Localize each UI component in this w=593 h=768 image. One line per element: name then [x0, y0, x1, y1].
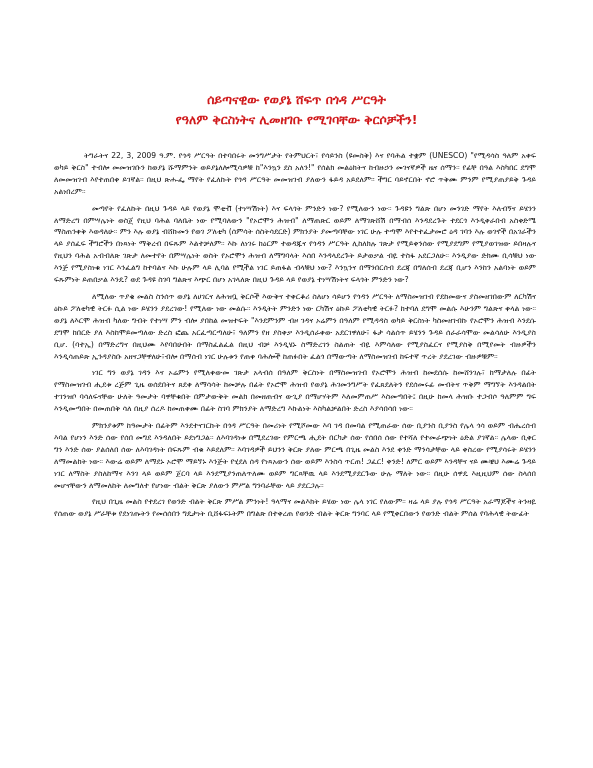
paragraph-4: ነገር ግን ወያኔ ገዳን እና ኦሬምን የሚለቀውመ ገጽታ አላብሰ በዓለም ቅርስነት በማስመዝገብ የኦሮሞን ሕዝብ ከመደሰሱ ከመሸንገሉ፣ ከማታለሉ በፊት የማስመዝገብ ሒደቱ ረጅም ጊዜ ወሰደበትና ጸደቀ ለማሳሳት ከመቻሉ በፊት የኦሮሞ ሕዝብ የወያኔ ሕገመንግሥት የፈጸደለትን የደሰመሩፊ መብትና ጥቅም ማግኘት እንዳልበት ተገንዝቦ ባሳለፍናቸው ሁለት ዓመታት ባዋቸቁበት በምታውቅት መልክ በመዘጠብና ውጊያ በማሆሃትም እለመምጠሥ እስመጣበት፤ በዚሁ ከመላ ሕዝቡ ተጋብሶ ዓለምም ግፍ እንዲመጣበት በመጠበቅ ሳለ በዚያ ሰረዶ ከመጠቀሙ በፊት ስገባ ምክንያት ለማድረግ እኩልነት እስካልቻልበት ድረስ እያሳበሳበ ነው።: [54, 368, 536, 414]
document-body: [54, 150, 536, 760]
paragraph-1: ትግራትና 22, 3, 2009 ዓ.ም. የጎዳ ሥርዓት በተባበሩት መንግሥታት የትምህርት፣ የሳይንስ (ዩመስቅ) እና የባሕል ተቋም (UNESCO) "የሚዳሳስ ዓለም አቀፍ ወካይ ቅርስ" ተብሎ መመዝገቡን ከወያኔ ሹማምንት ወይያኔለሎሚሳዎቹ ከ"እንኳን ደስ አለን!" የሰልክ መልዕክትና ከብዙኃን መገናኛዎች ዜና ሰማን። የፊቸ በዓል እስካበር ደግሞ ለመመዝገብ እየተጠበቀ ይገኛል። በዚህ ጽሑፌ ማየት የፈለኩት የጎዳ ሥርዓት መመዝገብ ያለውን ፋይዳ አይደለም፡፡ ችግር ባይኖርበት ኖሮ ጥቅሙ ምንም የሚያጠያይቅ ጉዳይ አልነበረም።: [54, 151, 536, 196]
paragraph-2: መጣየት የፈለኩት በዚህ ጉዳይ ላይ የወያኔ ሞቲቭ (ተነሣሽነት) እና ፍላጎት ምንድን ነው? የሚለውን ነው። ጉዳዩን ግልጽ በሆነ መንገድ ማየት እለብኝና ይሄንን ለማድረግ በምሣሌነት ወስጄ የዚህ ባሕል ባለቤት ነው የሚባለውን "የኦሮሞን ሕዝብ" ለማጠጽር ወይም ለማገጽሸሽ በማብሰ እንዳደረጉት ተደርጎ እንዲቀራበብ አስቀድሜ ማስጠንቀቅ እወዳለሁ። ምን እሉ ወያኔ ብሸኩመን የወገ ፖለቲካ (ሰምሳት ሰስትሳደርድ) ምክንያት ያመጣባቸው ነገር ሁሉ ተጣሞ እየተተፈታመሮ ዕዳ ገባን እሉ ወገኖች በአገራችን ላይ ያሰፈፍ ችግሮችን በነጻነት ማቅረብ በፍጹም እልተቻለም። እኩ ለነገሩ ከዕርም ተወዳጁና የጎዳን ሥርዓት ሊከለክሉ ገጽታ የሚይቀንሰው የሚያደግም የሚያወገዝው ይበዛሉና የዚህን ባሕል አብብለጽ ገጽታ ለመተየት በምሣሌነት ወስት የኦሮሞን ሕዝብ ለማግባላት እሰበ እንዳላደረጉት ይታወቃል ብዬ ተስፋ አደርጋለሁ። እንዲያው ድክሙ ቢሳቹህ ነው እንጅ የሚያስነቁ ነገር እንፈልግ ከተባልና እኩ ሁሉም ላይ ሊባል የሚችል ነገር ይጠፋል ብላቹህ ነው? እንኳንና በማንበርሰብ ደረጃ በግለሰብ ደረጃ ቢሆን እንከን አልባነት ወይም ፍጹምነት ይጠበቃል እንዴ? ወደ ጉዳዩ ስገባ ግልጽና እጭር በሆነ አገላለጽ በዚህ ጉዳይ ላይ የወያኔ ተነሣሽነትና ፍላጎት ምንድን ነው?: [54, 203, 536, 285]
paragraph-3: ለሚለው ጥያቄ መልስ ስንሰጥ ወያኔ ለሀገርና ለሕዝቧ ቅርሶች እውቅና ተቀርቆሪ ስለሆነ ሳይሆን የጎዳን ሥርዓት ለማስመዝገብ የደከመውና ያስመዘገበውም ለርካሽና ዕኩይ ፖለቲካዊ ትርፉ ሲል ነው ይሄንን ያደረገው! የሚለው ነው መልሱ። እንዲትት ምንድን ነው ርካሽና ዕኩይ ፖለቲካዊ ትርፉ? ከተባለ ደግሞ መልሱ እሁንም ግልጽና ቀላል ነው። ወያኔ ለእርሞ ሕዝብ ካለው ግብት የተነሣ ምን ብሎ ያበከል መዝተፍት "እንደምንም ብዞ ገዳና ኦሬምን በዓለም የሚዳዳስ ወካይ ቅርስነት ካስመዘገብኩ የኦሮሞን ሕዝብ እንደሱ ደግሞ ከበርድ ያለ እስከሞይመጣለው ድረስ ፎጨ አርፈጣርጣለሁ፣ ዓለምን የዘ ያስቀቃ እንዲሰራቀው አደርገዋለሁ፣ ፋታ ሳልሰጥ ይሄንን ጉዳይ ሰራራሳሞው መልሳለሁ እንዲያስ ቢሆ. (ባተኢ) በማድረግና በዚህሙ እየባበሁበት በማስፈልፈል በዚህ ብቻ እንዲሄኑ ስማድረገን ስልጠት ብዬ እምሳለው የሚያስፈርና የሚያስቅ በሚየመት ብዙዎችን እንዲሳጠይጽ ኢንዳያስቡ አዘናጋቸዋለሁ፣ብሎ በማሰብ ነገር ሁሉቱን የጠቀ ባሕሎች ከጠፉበት ፈልጎ በማውጣት ለማስመዝገብ ከፍተኛ ጥረት ያደረገው ብዙዎቹም።: [54, 291, 536, 361]
document-title-line-1: ሰይጣናዊው የወያኔ ሸፍጥ በጎዳ ሥርዓት: [207, 92, 386, 107]
paragraph-5: ምክንያቱም ከዓመታት በፊትም እንደተናገርኩት በጎዳ ሥርዓት በመሪነት የሚሾመው እባ ገዳ በመባል የሚጠራው ሰው ቢያንስ ቢያንስ የሌላ ጎሳ ወይም ብሔረሰብ እባል የሆነን እንድ ሰው የሰበ መግደ እንዳለበት ይደነግጋል። ለእባገዳነቱ በሚደረገው የምርጫ ሒደት በርካታ ሰው የሰበሰ ሰው የተሻለ የተመራጭነት ዕድል ያገኛል። ሌላው ቢቀር ግን እንድ ሰው ያልሰለበ ሰው ለእባገዳነት በፍጹም ብቁ እይደለም። እባገዳዎች ይህንን ቅርጽ ያለው ምርጫ በጊዜ መልስ እንደ ቀንድ ማንሳታቸው ላይ ቀስረው የሚያሳሩት ይሄንን ለማመልከት ነው። እውሬ ወይም ለማደኑ ኦሮሞ ማይኘኑ እንጅት የሂደለ ሰዳ የነጻአውን ሰው ወይም እንስሳ ጥርጠ! ጋፈር! ቀንድ! ለምር ወይም እንዳቸና ናይ ሙቼህ እሙሬ ጉዳይ ነገር ለማስት ያስለከማና እንገ ላይ ወይም ጀርባ ላይ እንደሚያንጠለጥለሙ ወይም ግርጻቸዉ ላይ እንደሚያደርጉው ሁሉ ማለት ነው። በዚሁ ሰዋዴ እዚዚህም ሰው ስላሰበ መሆናቸውን ለማመለከት ለመግለተ የሆነው ብልት ቅርጽ ያለውን ምሥል ግንባራቸው ላይ ያደርጋሉ።: [54, 421, 536, 490]
paragraph-6: የዚህ በጊዜ መልስ የተደረገ የወንድ ብልት ቅርጽ ምሥል ምንነት! ዓላማና መልእክት ይሄው ነው ሌላ ነገር የለውም። ዛሬ ላይ ያሉ የጎዳ ሥርዓት አራማጆችና ትንዛዬ የሰጠው ወያኔ ሥራቸቱ የደነገጡትን የመሰሰበን ግዴታነት ቢሸፋፍኑትም በግልጽ በተቀረጠ የወንድ ብልት ቅርጽ ግንባር ላይ የሚቀርበውን የወንድ ብልት ምሰል የባሕላዊ ትውፊት: [54, 497, 536, 519]
document-title-line-2: የዓለም ቅርስነትና ሊመዘገቡ የሚገባቸው ቅርሶቻችን!: [175, 112, 418, 127]
